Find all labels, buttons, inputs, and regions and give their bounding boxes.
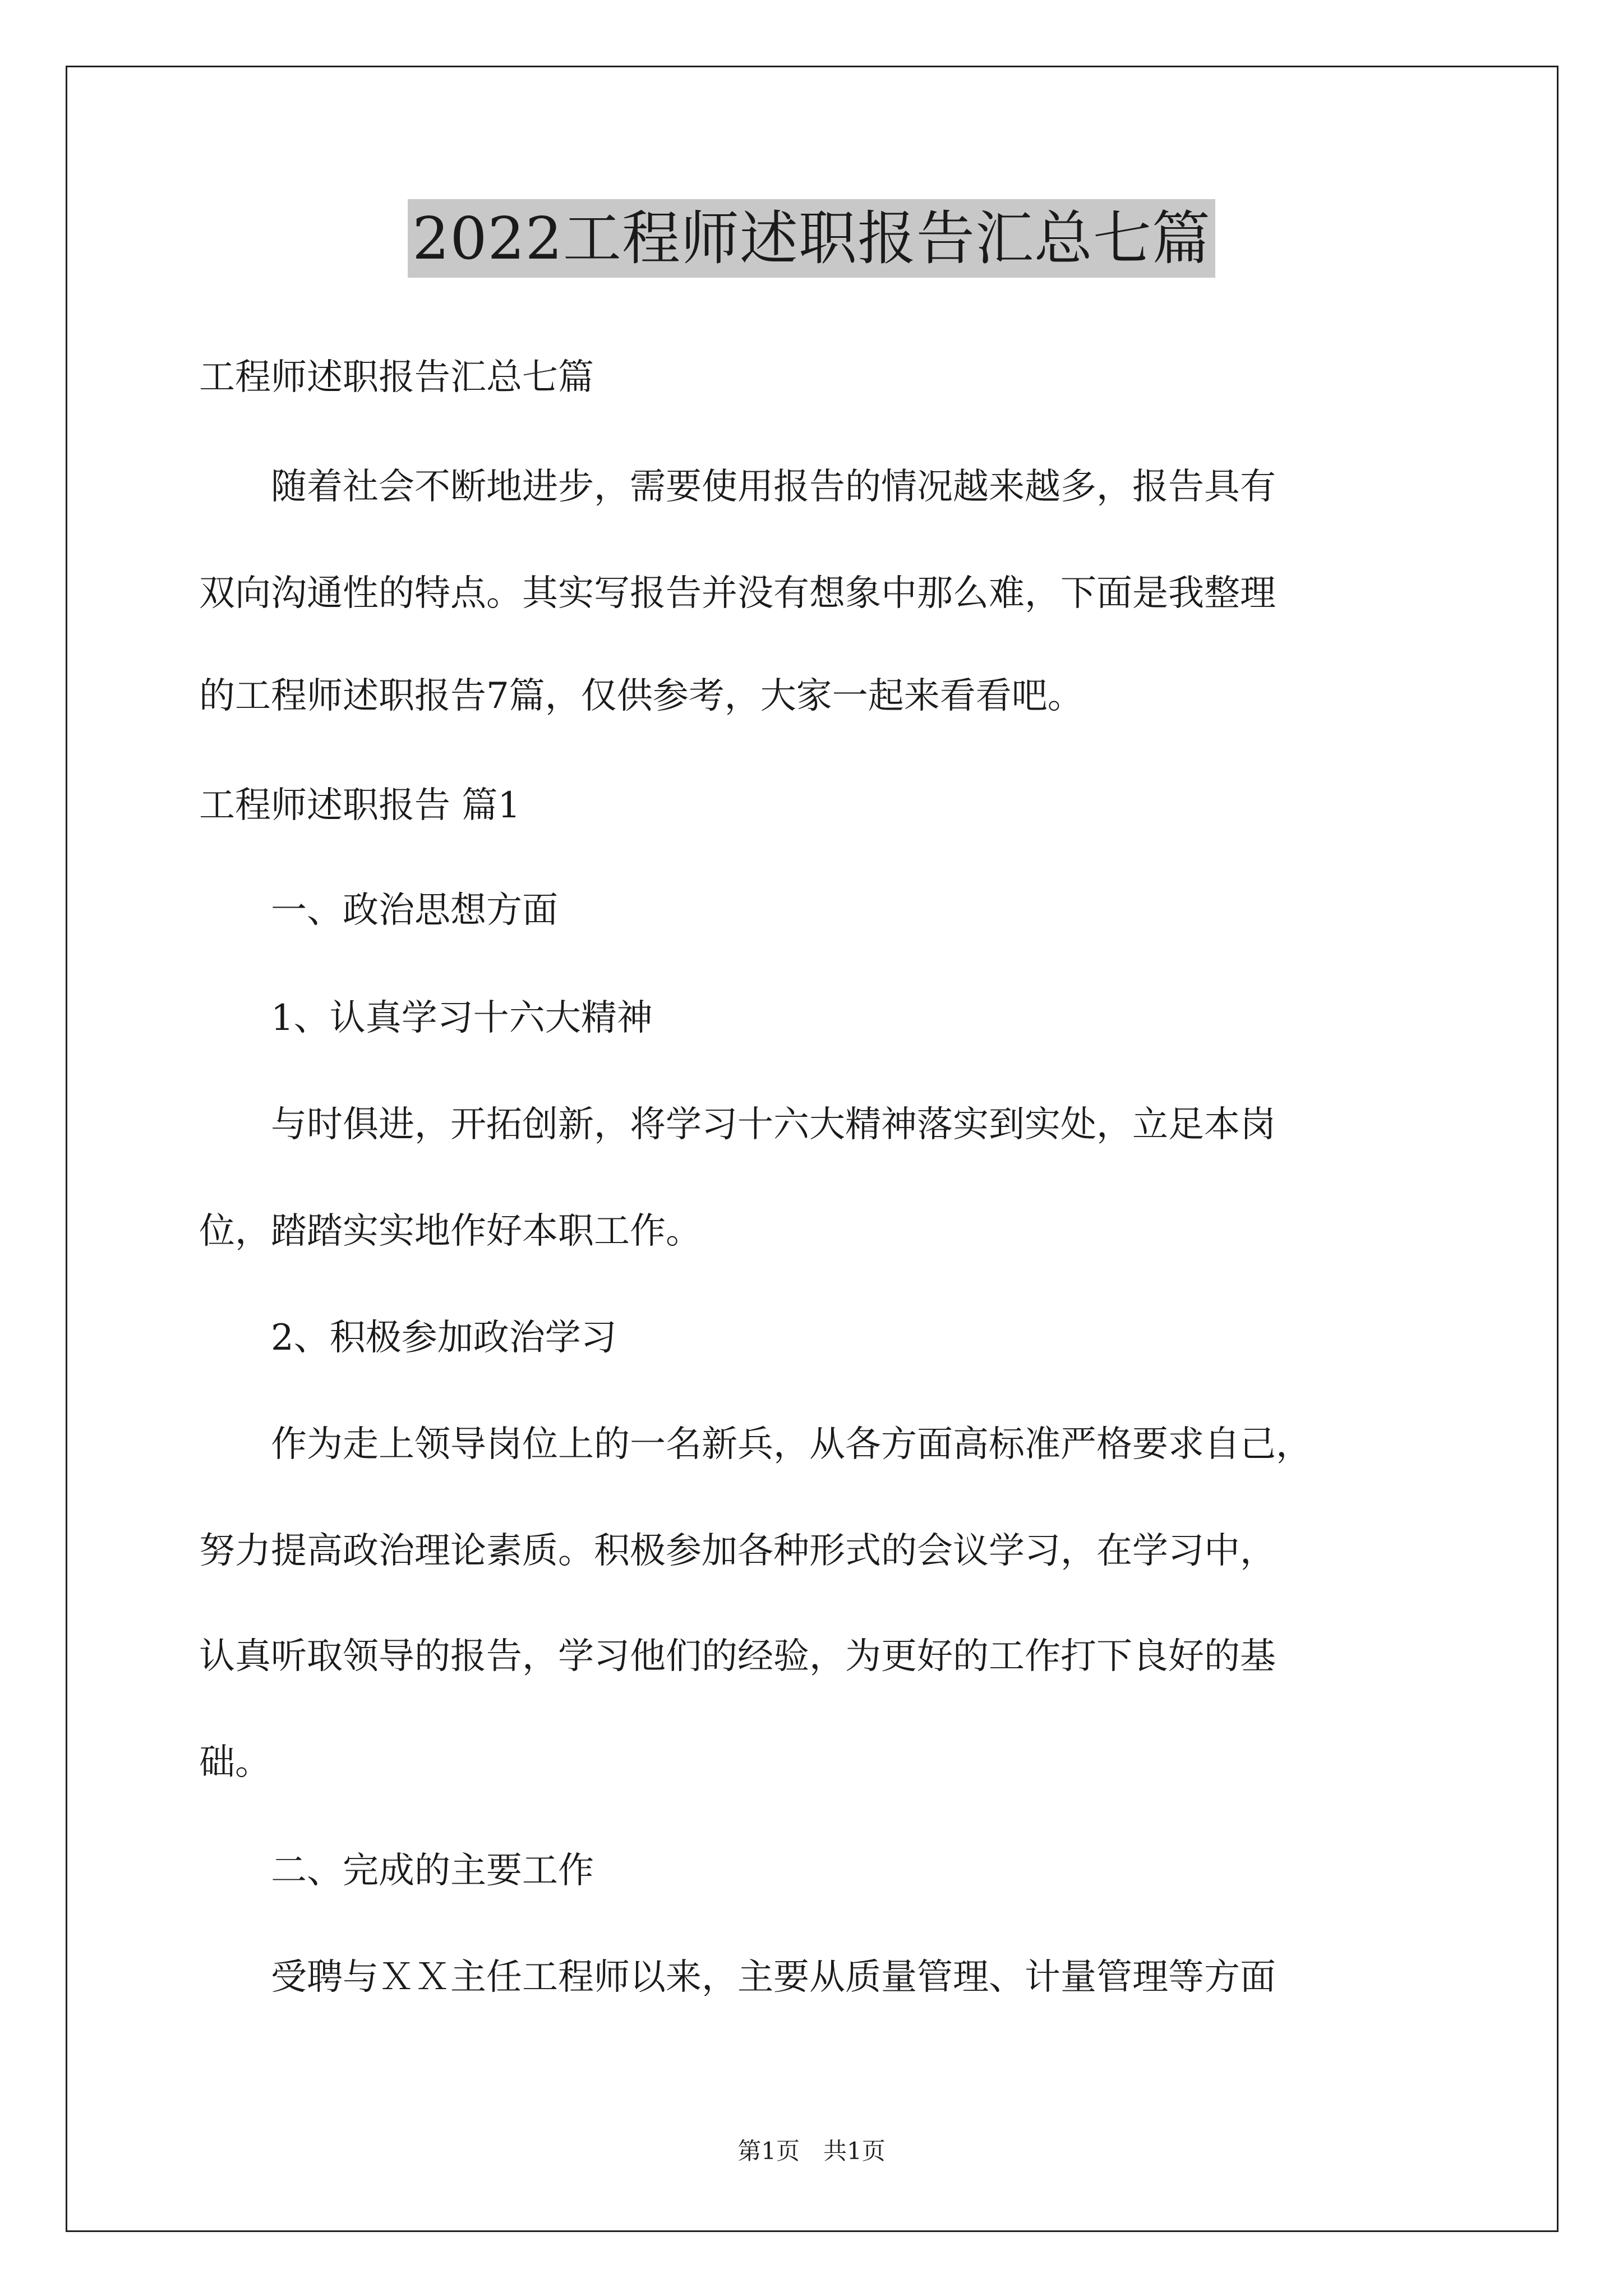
text-line: 受聘与ＸＸ主任工程师以来，主要从质量管理、计量管理等方面 xyxy=(199,1957,1276,1998)
text-line: 2、积极参加政治学习 xyxy=(199,1317,617,1359)
text-line: 努力提高政治理论素质。积极参加各种形式的会议学习，在学习中， xyxy=(199,1530,1276,1572)
text-line: 1、认真学习十六大精神 xyxy=(199,997,653,1039)
document-title: 2022工程师述职报告汇总七篇 xyxy=(408,199,1215,278)
page-footer: 第1页 共1页 xyxy=(737,2137,886,2165)
text-line: 作为走上领导岗位上的一名新兵，从各方面高标准严格要求自己， xyxy=(199,1424,1312,1465)
text-line: 与时俱进，开拓创新，将学习十六大精神落实到实处，立足本岗 xyxy=(199,1104,1276,1145)
text-line: 工程师述职报告 篇1 xyxy=(199,785,521,826)
text-line: 二、完成的主要工作 xyxy=(199,1850,594,1892)
text-line: 位，踏踏实实地作好本职工作。 xyxy=(199,1211,702,1252)
text-line: 随着社会不断地进步，需要使用报告的情况越来越多，报告具有 xyxy=(199,466,1276,508)
text-line: 础。 xyxy=(199,1742,271,1783)
text-line: 一、政治思想方面 xyxy=(199,890,558,931)
text-line: 认真听取领导的报告，学习他们的经验，为更好的工作打下良好的基 xyxy=(199,1636,1276,1677)
text-line: 的工程师述职报告7篇，仅供参考，大家一起来看看吧。 xyxy=(199,675,1083,717)
text-line: 双向沟通性的特点。其实写报告并没有想象中那么难，下面是我整理 xyxy=(199,573,1276,614)
title-block xyxy=(0,199,1623,278)
text-line: 工程师述职报告汇总七篇 xyxy=(199,357,594,398)
